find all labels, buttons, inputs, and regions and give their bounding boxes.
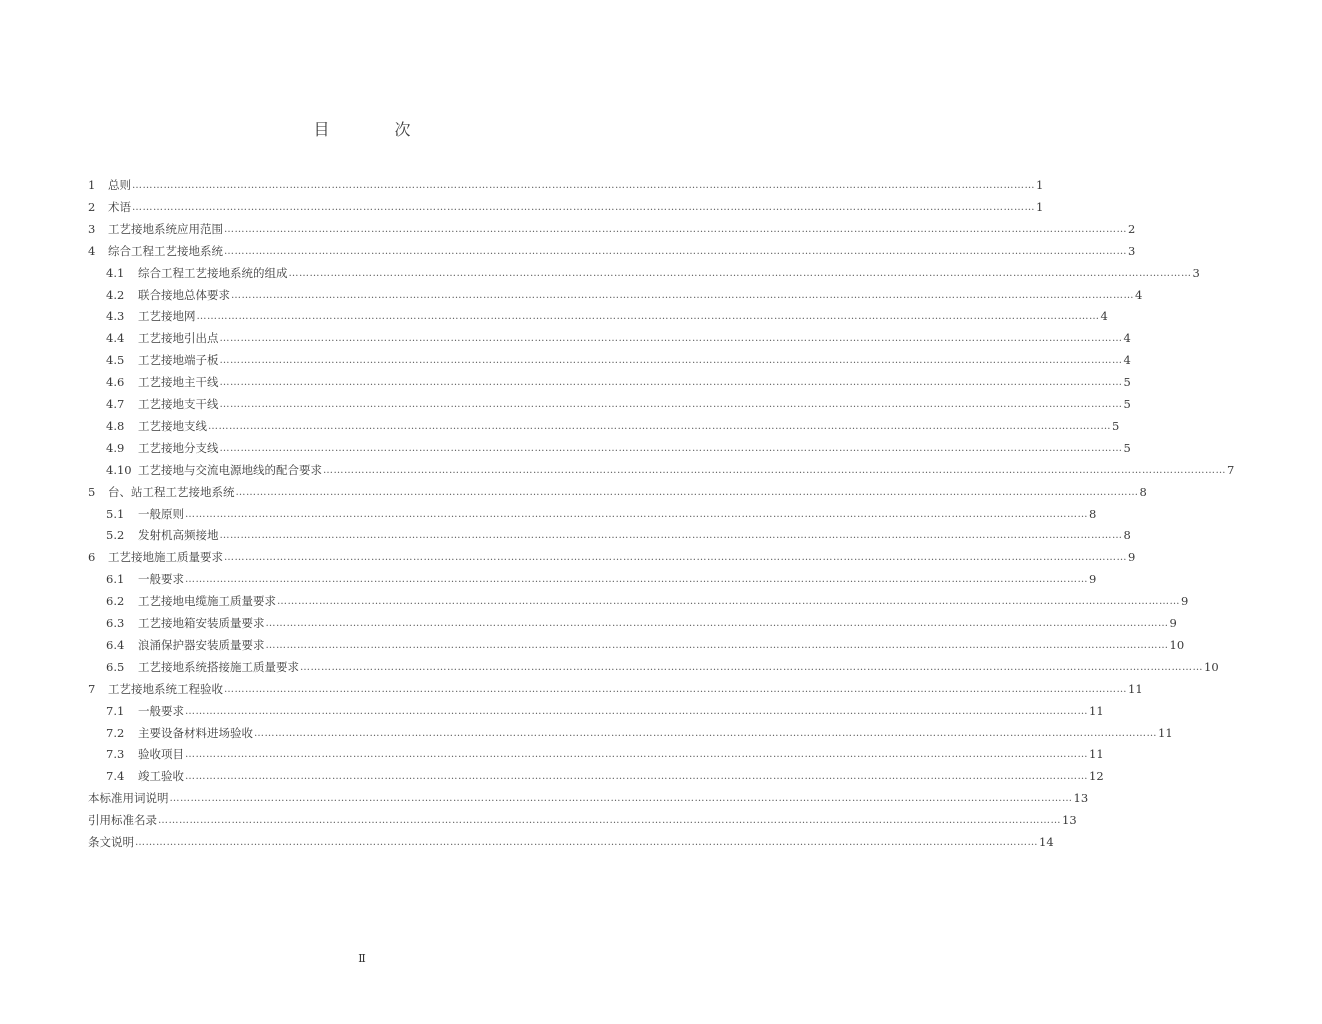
toc-leader-dots: …………………………………………………………………………………………………………………………………………………………………………………………………………………………………… <box>135 837 1038 848</box>
toc-entry-number: 4.4 <box>106 331 125 346</box>
toc-entry-title: 条文说明 <box>88 835 134 849</box>
toc-entry-number: 7.2 <box>106 725 125 740</box>
toc-leader-dots: …………………………………………………………………………………………………………………………………………………………………………………………………………………………………… <box>254 727 1157 739</box>
toc-entry <box>0 608 1177 630</box>
toc-entry-title: 一般要求 <box>138 703 184 718</box>
toc-leader-dots: …………………………………………………………………………………………………………………………………………………………………………………………………………………………………… <box>185 574 1088 586</box>
toc-entry <box>0 586 1189 609</box>
toc-entry-title: 工艺接地网 <box>138 309 196 324</box>
toc-leader-dots: …………………………………………………………………………………………………………………………………………………………………………………………………………………………………… <box>208 420 1111 432</box>
page-title: 目 次 <box>313 120 441 139</box>
toc-entry-number: 6.1 <box>106 572 125 587</box>
toc-entry-page: 8 <box>1139 484 1147 499</box>
toc-entry-page: 12 <box>1089 769 1104 784</box>
toc-entry-title: 本标准用词说明 <box>88 791 169 806</box>
toc-entry-title: 竣工验收 <box>138 769 184 784</box>
toc-entry-number: 6.5 <box>106 659 125 674</box>
toc-entry-number: 5.1 <box>106 506 125 521</box>
toc-entry-page: 1 <box>1036 178 1044 192</box>
toc-entry-page: 13 <box>1062 813 1077 828</box>
toc-leader-dots: …………………………………………………………………………………………………………………………………………………………………………………………………………………………………… <box>219 530 1123 542</box>
toc-entry-number: 5 <box>88 484 96 499</box>
toc-entry <box>0 433 1131 455</box>
toc-entry-number: 4.5 <box>106 353 125 368</box>
toc-entry <box>0 739 1104 762</box>
toc-entry <box>0 258 1200 280</box>
toc-leader-dots: …………………………………………………………………………………………………………………………………………………………………………………………………………………………………… <box>224 245 1127 257</box>
toc-entry-title: 工艺接地主干线 <box>138 375 219 390</box>
toc-entry-number: 2 <box>88 199 96 214</box>
toc-entry <box>0 477 1147 499</box>
toc-leader-dots: …………………………………………………………………………………………………………………………………………………………………………………………………………………………………… <box>265 639 1169 651</box>
toc-leader-dots: …………………………………………………………………………………………………………………………………………………………………………………………………………………………………… <box>288 267 1192 279</box>
toc-entry-number: 4.3 <box>106 309 125 324</box>
toc-entry <box>0 499 1097 521</box>
toc-entry-number: 4.8 <box>106 418 125 433</box>
toc-entry-page: 9 <box>1089 572 1097 587</box>
toc-leader-dots: …………………………………………………………………………………………………………………………………………………………………………………………………………………………………… <box>132 180 1035 191</box>
toc-entry <box>0 236 1136 258</box>
toc-leader-dots: …………………………………………………………………………………………………………………………………………………………………………………………………………………………………… <box>224 683 1127 695</box>
toc-entry-page: 5 <box>1123 375 1131 390</box>
toc-leader-dots: …………………………………………………………………………………………………………………………………………………………………………………………………………………………………… <box>323 464 1226 476</box>
toc-entry-title: 总则 <box>108 178 131 192</box>
toc-entry-number: 6 <box>88 550 96 565</box>
toc-entry-number: 4.10 <box>106 462 132 477</box>
toc-entry-title: 验收项目 <box>138 747 184 762</box>
toc-entry-number: 4 <box>88 243 96 258</box>
toc-entry <box>0 805 1077 828</box>
toc-leader-dots: …………………………………………………………………………………………………………………………………………………………………………………………………………………………………… <box>132 201 1035 213</box>
toc-leader-dots: …………………………………………………………………………………………………………………………………………………………………………………………………………………………………… <box>185 771 1088 783</box>
toc-entry-page: 13 <box>1073 791 1089 806</box>
toc-leader-dots: …………………………………………………………………………………………………………………………………………………………………………………………………………………………………… <box>224 552 1127 564</box>
toc-leader-dots: …………………………………………………………………………………………………………………………………………………………………………………………………………………………………… <box>277 596 1180 608</box>
toc-entry-number: 6.4 <box>106 637 125 652</box>
toc-entry-page: 5 <box>1123 440 1131 455</box>
toc-entry-number: 4.7 <box>106 397 125 411</box>
toc-entry-page: 5 <box>1112 418 1120 433</box>
toc-entry-page: 1 <box>1036 199 1044 214</box>
toc-entry <box>0 674 1143 696</box>
toc-entry <box>0 280 1143 302</box>
toc-entry <box>0 301 1108 324</box>
toc-entry <box>0 696 1104 718</box>
toc-entry <box>0 214 1136 236</box>
toc-entry-number: 4.9 <box>106 440 125 455</box>
toc-entry-title: 术语 <box>108 199 131 214</box>
toc-entry-page: 4 <box>1135 287 1143 302</box>
toc-entry <box>0 170 1044 192</box>
toc-entry-number: 7 <box>88 681 96 696</box>
toc-entry-title: 工艺接地电缆施工质量要求 <box>138 594 276 609</box>
toc-leader-dots: …………………………………………………………………………………………………………………………………………………………………………………………………………………………………… <box>169 793 1073 805</box>
toc-leader-dots: …………………………………………………………………………………………………………………………………………………………………………………………………………………………………… <box>235 486 1139 498</box>
toc-entry <box>0 455 1235 477</box>
toc-leader-dots: …………………………………………………………………………………………………………………………………………………………………………………………………………………………………… <box>158 815 1061 827</box>
toc-entry-title: 工艺接地施工质量要求 <box>108 550 223 565</box>
toc-entry <box>0 564 1097 587</box>
toc-entry-page: 10 <box>1169 637 1185 652</box>
toc-leader-dots: …………………………………………………………………………………………………………………………………………………………………………………………………………………………………… <box>219 377 1123 389</box>
toc-leader-dots: …………………………………………………………………………………………………………………………………………………………………………………………………………………………………… <box>300 661 1203 673</box>
toc-entry-title: 工艺接地系统工程验收 <box>108 681 223 696</box>
toc-leader-dots: …………………………………………………………………………………………………………………………………………………………………………………………………………………………………… <box>196 311 1100 323</box>
toc-entry-title: 工艺接地端子板 <box>138 353 219 368</box>
toc-entry <box>0 630 1185 652</box>
toc-entry-page: 9 <box>1128 550 1136 565</box>
toc-entry <box>0 192 1044 214</box>
toc-entry-page: 2 <box>1128 221 1136 236</box>
toc-leader-dots: …………………………………………………………………………………………………………………………………………………………………………………………………………………………………… <box>185 705 1088 717</box>
toc-entry-title: 一般要求 <box>138 572 184 587</box>
toc-entry-number: 7.4 <box>106 769 125 784</box>
toc-entry-page: 4 <box>1100 309 1108 324</box>
toc-entry-page: 11 <box>1089 747 1104 762</box>
toc-entry-title: 工艺接地支线 <box>138 418 207 433</box>
toc-entry-title: 工艺接地引出点 <box>138 331 219 346</box>
toc-leader-dots: …………………………………………………………………………………………………………………………………………………………………………………………………………………………………… <box>219 442 1123 454</box>
toc-entry-number: 1 <box>88 178 96 192</box>
toc-entry <box>0 652 1219 674</box>
toc-leader-dots: …………………………………………………………………………………………………………………………………………………………………………………………………………………………………… <box>185 508 1088 520</box>
toc-leader-dots: …………………………………………………………………………………………………………………………………………………………………………………………………………………………………… <box>219 333 1123 345</box>
toc-entry-title: 联合接地总体要求 <box>138 287 230 302</box>
toc-entry <box>0 761 1104 784</box>
toc-entry-page: 11 <box>1128 681 1143 696</box>
toc-entry <box>0 542 1136 565</box>
toc-entry-page: 9 <box>1181 594 1189 609</box>
toc-entry-page: 9 <box>1169 616 1177 630</box>
toc-leader-dots: …………………………………………………………………………………………………………………………………………………………………………………………………………………………………… <box>231 289 1134 301</box>
toc-leader-dots: …………………………………………………………………………………………………………………………………………………………………………………………………………………………………… <box>219 355 1123 367</box>
toc-entry-title: 工艺接地支干线 <box>138 397 219 411</box>
toc-entry <box>0 520 1131 543</box>
toc-entry-page: 3 <box>1128 243 1136 258</box>
toc-entry-title: 工艺接地系统应用范围 <box>108 221 223 236</box>
toc-entry-title: 工艺接地与交流电源地线的配合要求 <box>138 462 322 477</box>
toc-entry-title: 工艺接地系统搭接施工质量要求 <box>138 659 299 674</box>
toc-entry-page: 14 <box>1039 835 1054 849</box>
toc-entry-number: 4.1 <box>106 265 125 280</box>
toc-entry <box>0 389 1131 411</box>
toc-entry-page: 11 <box>1089 703 1104 718</box>
toc-entry-number: 6.3 <box>106 616 125 630</box>
toc-entry <box>0 323 1131 346</box>
toc-entry-title: 发射机高频接地 <box>138 528 219 543</box>
toc-leader-dots: …………………………………………………………………………………………………………………………………………………………………………………………………………………………………… <box>219 399 1123 410</box>
toc-entry-title: 工艺接地分支线 <box>138 440 219 455</box>
toc-entry-number: 5.2 <box>106 528 125 543</box>
toc-entry-number: 6.2 <box>106 594 125 609</box>
toc-leader-dots: …………………………………………………………………………………………………………………………………………………………………………………………………………………………………… <box>224 223 1127 235</box>
toc-entry-title: 综合工程工艺接地系统的组成 <box>138 265 288 280</box>
toc-entry-title: 引用标准名录 <box>88 813 157 828</box>
toc-entry-number: 7.1 <box>106 703 125 718</box>
toc-entry <box>0 345 1131 368</box>
toc-entry-number: 7.3 <box>106 747 125 762</box>
toc-entry-number: 3 <box>88 221 96 236</box>
toc-entry-title: 综合工程工艺接地系统 <box>108 243 223 258</box>
toc-entry-page: 8 <box>1123 528 1131 543</box>
toc-entry <box>0 718 1173 740</box>
toc-entry-number: 4.2 <box>106 287 125 302</box>
toc-entry-page: 4 <box>1123 331 1131 346</box>
toc-entry-title: 一般原则 <box>138 506 184 521</box>
toc-leader-dots: …………………………………………………………………………………………………………………………………………………………………………………………………………………………………… <box>185 749 1088 761</box>
toc-entry-page: 3 <box>1192 265 1200 280</box>
toc-entry-page: 8 <box>1089 506 1097 521</box>
toc-entry-page: 10 <box>1204 659 1219 674</box>
toc-entry <box>0 367 1131 390</box>
toc-leader-dots: …………………………………………………………………………………………………………………………………………………………………………………………………………………………………… <box>265 618 1169 629</box>
toc-entry-number: 4.6 <box>106 375 125 390</box>
toc-entry-page: 11 <box>1158 725 1173 740</box>
toc-entry-page: 4 <box>1123 353 1131 368</box>
toc-entry-title: 主要设备材料进场验收 <box>138 725 253 740</box>
toc-entry <box>0 783 1089 806</box>
toc-entry <box>0 827 1054 849</box>
toc-entry-title: 浪涌保护器安装质量要求 <box>138 637 265 652</box>
toc-entry-title: 工艺接地箱安装质量要求 <box>138 616 265 630</box>
page-number: Ⅱ <box>358 952 366 965</box>
toc-entry-title: 台、站工程工艺接地系统 <box>108 484 235 499</box>
toc-entry-page: 7 <box>1227 462 1235 477</box>
toc-entry <box>0 411 1120 433</box>
toc-entry-page: 5 <box>1123 397 1131 411</box>
